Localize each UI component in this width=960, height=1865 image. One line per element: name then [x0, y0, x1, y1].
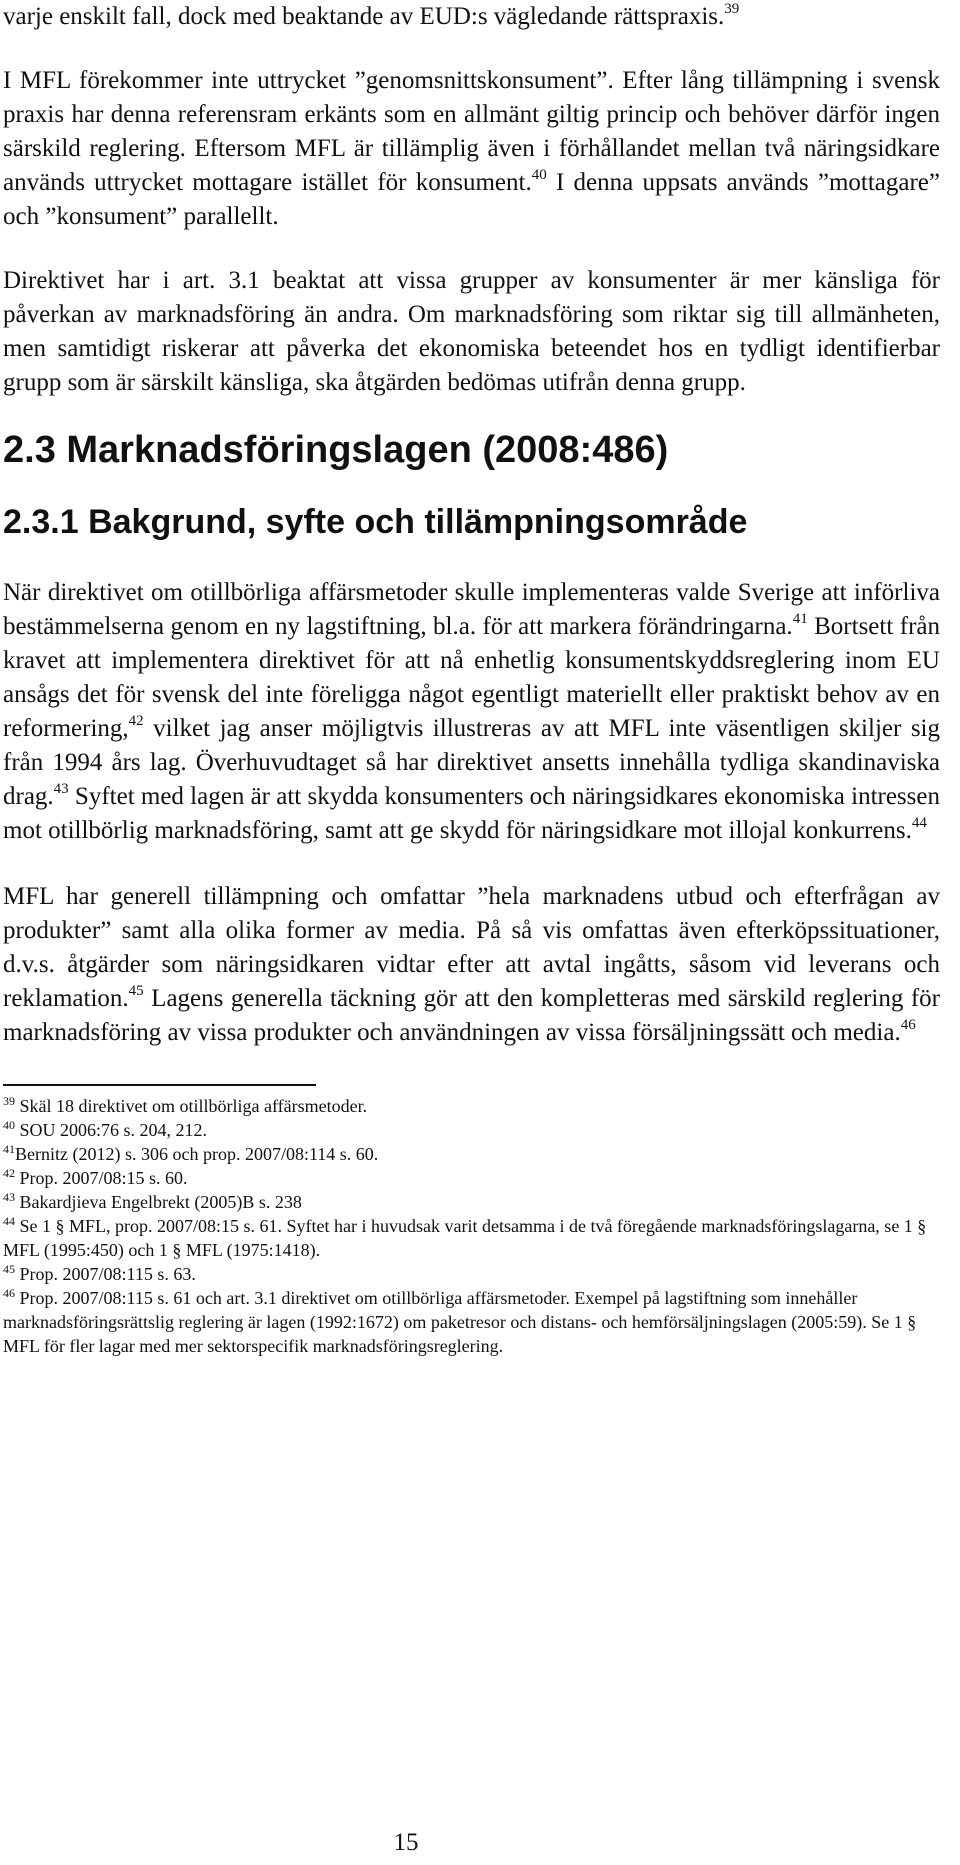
footnote-ref-43[interactable]: 43 [53, 781, 69, 797]
footnote-number: 46 [3, 1286, 15, 1300]
paragraph-4-text-c: vilket jag anser möjligtvis illustreras av att MFL inte väsentligen skiljer sig från 1994 års lag. Överhuvudtaget så har direktivet ansetts innehålla tydliga skandinaviska drag. [3, 715, 940, 810]
footnote-text: Bernitz (2012) s. 306 och prop. 2007/08:114 s. 60. [15, 1144, 379, 1164]
footnote-text: Prop. 2007/08:115 s. 63. [15, 1264, 196, 1284]
footnote-number: 43 [3, 1190, 15, 1204]
paragraph-1 [3, 0, 940, 34]
footnote-number: 45 [3, 1262, 15, 1276]
paragraph-4-text-d: Syftet med lagen är att skydda konsumenters och näringsidkares ekonomiska intressen mot otillbörlig marknadsföring, samt att ge skydd för näringsidkare mot illojal konkurrens. [3, 783, 940, 844]
footnote-text: Se 1 § MFL, prop. 2007/08:15 s. 61. Syftet har i huvudsak varit detsamma i de två föregående marknadsföringslagarna, se 1 § MFL (1995:450) och 1 § MFL (1975:1418). [3, 1216, 927, 1260]
footnote-number: 44 [3, 1214, 15, 1228]
footnote-ref-40[interactable]: 40 [531, 167, 547, 183]
paragraph-3-text: Direktivet har i art. 3.1 beaktat att vissa grupper av konsumenter är mer känsliga för påverkan av marknadsföring än andra. Om marknadsföring som riktar sig till allmänheten, men samtidigt riskerar att påverka det ekonomiska beteendet hos en tydligt identifierbar grupp som är särskilt känsliga, ska åtgärden bedömas utifrån denna grupp. [3, 267, 940, 396]
paragraph-4-text-a: När direktivet om otillbörliga affärsmetoder skulle implementeras valde Sverige att införliva bestämmelserna genom en ny lagstiftning, bl.a. för att markera förändringarna. [3, 579, 940, 640]
footnote-number: 39 [3, 1094, 15, 1108]
footnote-42 [3, 1166, 940, 1190]
footnote-number: 41 [3, 1142, 15, 1156]
footnote-ref-45[interactable]: 45 [128, 983, 144, 999]
subsection-heading-2-3-1: 2.3.1 Bakgrund, syfte och tillämpningsområde [3, 503, 748, 541]
page-number: 15 [393, 1829, 419, 1856]
footnote-41 [3, 1142, 940, 1166]
footnote-ref-39[interactable]: 39 [724, 1, 740, 17]
paragraph-5 [3, 880, 940, 1050]
footnote-text: Skäl 18 direktivet om otillbörliga affärsmetoder. [15, 1096, 368, 1116]
footnote-text: Prop. 2007/08:15 s. 60. [15, 1168, 188, 1188]
footnotes [3, 1094, 940, 1358]
paragraph-2-text-a: I MFL förekommer inte uttrycket ”genomsnittskonsument”. Efter lång tillämpning i svensk praxis har denna referensram erkänts som en allmänt giltig princip och behöver därför ingen särskild reglering. Eftersom MFL är tillämplig även i förhållandet mellan två näringsidkare används uttrycket mottagare istället för konsument. [3, 67, 940, 196]
footnote-43 [3, 1190, 940, 1214]
paragraph-2-text-b: I denna uppsats används ”mottagare” och ”konsument” parallellt. [3, 169, 940, 230]
footnote-ref-46[interactable]: 46 [900, 1017, 916, 1033]
footnote-ref-41[interactable]: 41 [792, 611, 808, 627]
footnote-text: Bakardjieva Engelbrekt (2005)B s. 238 [15, 1192, 302, 1212]
section-heading-2-3: 2.3 Marknadsföringslagen (2008:486) [3, 429, 669, 471]
footnote-separator [3, 1084, 316, 1086]
footnote-44 [3, 1214, 940, 1262]
footnote-ref-42[interactable]: 42 [128, 713, 144, 729]
paragraph-5-text-b: Lagens generella täckning gör att den kompletteras med särskild reglering för marknadsföring av vissa produkter och användningen av vissa försäljningssätt och media. [3, 985, 940, 1046]
footnote-number: 40 [3, 1118, 15, 1132]
footnote-39 [3, 1094, 940, 1118]
footnote-number: 42 [3, 1166, 15, 1180]
footnote-45 [3, 1262, 940, 1286]
paragraph-3 [3, 264, 940, 400]
paragraph-5-text-a: MFL har generell tillämpning och omfattar ”hela marknadens utbud och efterfrågan av produkter” samt alla olika former av media. På så vis omfattas även efterköpssituationer, d.v.s. åtgärder som näringsidkaren vidtar efter att avtal ingåtts, såsom vid leverans och reklamation. [3, 883, 940, 1012]
paragraph-4-text-b: Bortsett från kravet att implementera direktivet för att nå enhetlig konsumentskyddsreglering inom EU ansågs det för svensk del inte föreligga något egentligt materiellt eller praktiskt behov av en reformering, [3, 613, 940, 742]
paragraph-1-text: varje enskilt fall, dock med beaktande av EUD:s vägledande rättspraxis. [3, 3, 725, 30]
footnote-text: Prop. 2007/08:115 s. 61 och art. 3.1 direktivet om otillbörliga affärsmetoder. Exempel på lagstiftning som innehåller marknadsföringsrättslig reglering är lagen (1992:1672) om paketresor och distans- och hemförsäljningslagen (2005:59). Se 1 § MFL för fler lagar med mer sektorspecifik marknadsföringsreglering. [3, 1288, 917, 1356]
paragraph-2 [3, 64, 940, 234]
footnote-46 [3, 1286, 940, 1358]
footnote-text: SOU 2006:76 s. 204, 212. [15, 1120, 208, 1140]
paragraph-4 [3, 576, 940, 848]
footnote-40 [3, 1118, 940, 1142]
footnote-ref-44[interactable]: 44 [911, 815, 927, 831]
